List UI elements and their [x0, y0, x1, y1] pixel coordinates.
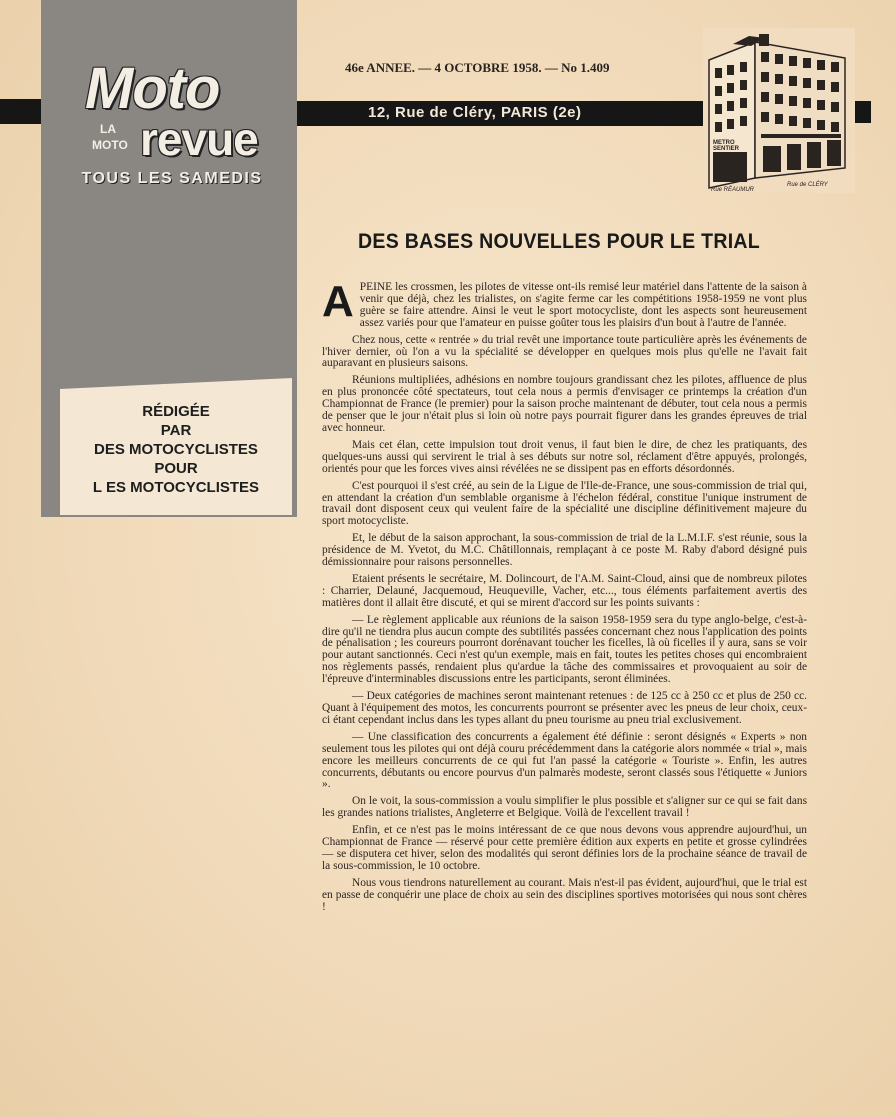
redigee-line: RÉDIGÉE [142, 403, 210, 420]
building-sign-metro: METRO [713, 140, 735, 146]
article-body [322, 277, 807, 919]
header-band-left [0, 99, 41, 124]
redigee-line: L ES MOTOCYCLISTES [92, 479, 260, 496]
redigee-text [60, 402, 292, 497]
building-sign-reaumur: Rue RÉAUMUR [711, 187, 755, 193]
article-paragraph: — Le règlement applicable aux réunions de la saison 1958-1959 sera du type anglo-belge, c'est-à-dire qu'il ne tiendra plus aucun compte des subtilités passées concernant chez nous l'application des points de pénalisation ; les coureurs pourront dorénavant toucher les ficelles, là où ficelles il y aura, sans se voir pour autant sanctionnés. Ceci n'est qu'un exemple, mais en fait, toutes les petites choses qui encombraient nos règlements passés, rendaient plus qu'ardue la tâche des commissaires et provoquaient au soir de l'épreuve d'interminables discussions entre les participants, seront éliminées. [322, 613, 807, 686]
issue-line: 46e ANNEE. — 4 OCTOBRE 1958. — No 1.409 [345, 60, 610, 75]
drop-cap: A [322, 277, 354, 326]
article-paragraph: C'est pourquoi il s'est créé, au sein de la Ligue de l'Ile-de-France, une sous-commission de trial qui, en attendant la création d'un semblable organisme à l'échelon fédéral, constitue l'unique instrument de travail dont disposent ceux qui veulent faire de la spécialité une discipline définitivement majeure du sport motocycliste. [322, 479, 807, 528]
article-paragraph: On le voit, la sous-commission a voulu simplifier le plus possible et s'aligner sur ce qui se fait dans les grandes nations trialistes, Angleterre et Belgique. Voilà de l'excellent travail ! [322, 795, 807, 820]
building-sign-sentier: SENTIER [713, 146, 740, 152]
article-paragraph: APEINE les crossmen, les pilotes de vitesse ont-ils remisé leur matériel dans l'attente de la saison à venir que déjà, chez les trialistes, on s'agite ferme car les compétitions 1958-1959 ne vont plus guère se faire attendre. Ainsi le veut le sport motocycliste, dont les aspects sont heureusement assez variés pour que l'amateur en puisse goûter tous les plaisirs d'un bout à l'autre de l'année. [322, 277, 807, 329]
article-paragraph: — Une classification des concurrents a également été définie : seront désignés « Experts » non seulement tous les pilotes qui ont déjà couru précédemment dans la catégorie alors nommée « trial », mais encore les meilleurs concurrents de ce qui fut l'an passé la catégorie « Touriste ». Enfin, les autres concurrents, débutants ou encore pourvus d'un palmarès modeste, seront classés sous l'étiquette « Juniors ». [322, 730, 807, 791]
redigee-line: DES MOTOCYCLISTES [94, 441, 258, 458]
article-paragraph: Chez nous, cette « rentrée » du trial revêt une importance toute particulière après les événements de l'hiver dernier, où l'on a vu la spécialité se développer en quelques mois plus qu'elle ne l'avait fait auparavant en plusieurs saisons. [322, 333, 807, 370]
article-paragraph: Nous vous tiendrons naturellement au courant. Mais n'est-il pas évident, aujourd'hui, que le trial est en passe de conquérir une place de choix au sein des disciplines sportives motorisées qui nous sont chères ! [322, 876, 807, 913]
article-paragraph: Etaient présents le secrétaire, M. Dolincourt, de l'A.M. Saint-Cloud, ainsi que de nombreux pilotes : Charrier, Delauné, Jacquemoud, Heuqueville, Vacher, etc..., tous éléments parfaitement avertis des matières dont il allait être discuté, et qui se mirent d'accord sur les points suivants : [322, 572, 807, 609]
article-paragraph: — Deux catégories de machines seront maintenant retenues : de 125 cc à 250 cc et plus de 250 cc. Quant à l'équipement des motos, les concurrents pourront se présenter avec les pneus de leur choix, ceux-ci étant cependant inclus dans les types allant du pneu tourisme au pneu trial exclusivement. [322, 690, 807, 726]
logo-moto: Moto [85, 56, 220, 121]
building-illustration [703, 28, 855, 193]
address-line: 12, Rue de Cléry, PARIS (2e) [368, 104, 582, 121]
article-paragraph: Enfin, et ce n'est pas le moins intéressant de ce que nous devons vous apprendre aujourd'hui, un Championnat de France — réservé pour cette première édition aux experts en petite et grosse cylindrées — se disputera cet hiver, selon des modalités qui seront définies lors de la prochaine séance de travail de la sous-commission, le 10 octobre. [322, 824, 807, 872]
article-paragraph: Réunions multipliées, adhésions en nombre toujours grandissant chez les pilotes, affluence de plus en plus prononcée côté spectateurs, tout cela nous a permis d'envisager ce printemps la création d'un Championnat de France (le premier) pour la saison proche maintenant de débuter, tout cela nous a permis de penser que le jour n'était plus si loin où notre pays pourrait figurer dans les grandes épreuves de trial avec honneur. [322, 374, 807, 434]
header-band-right [855, 101, 871, 123]
redigee-line: POUR [154, 460, 198, 477]
building-sign-clery: Rue de CLÉRY [787, 182, 828, 188]
article-paragraph: Et, le début de la saison approchant, la sous-commission de trial de la L.M.I.F. s'est réunie, sous la présidence de M. Yvetot, du M.C. Châtillonnais, remplaçant à ce poste M. Raby d'abord désigné puis démissionnaire pour raisons personnelles. [322, 532, 807, 569]
tagline: TOUS LES SAMEDIS [81, 170, 263, 187]
redigee-line: PAR [160, 422, 192, 439]
article-title: DES BASES NOUVELLES POUR LE TRIAL [358, 230, 761, 253]
logo-revue: revue [140, 113, 258, 165]
article-paragraph: Mais cet élan, cette impulsion tout droit venus, il faut bien le dire, de chez les pratiquants, des quelques-uns aussi qui servirent le trial à ses débuts sur notre sol, réclament d'être appuyés, prolongés, orientés pour que les forces vives ainsi révélées ne se dissipent pas en efforts désordonnés. [322, 438, 807, 475]
logo-la: LA [100, 122, 116, 136]
logo-la-moto: MOTO [92, 138, 128, 152]
